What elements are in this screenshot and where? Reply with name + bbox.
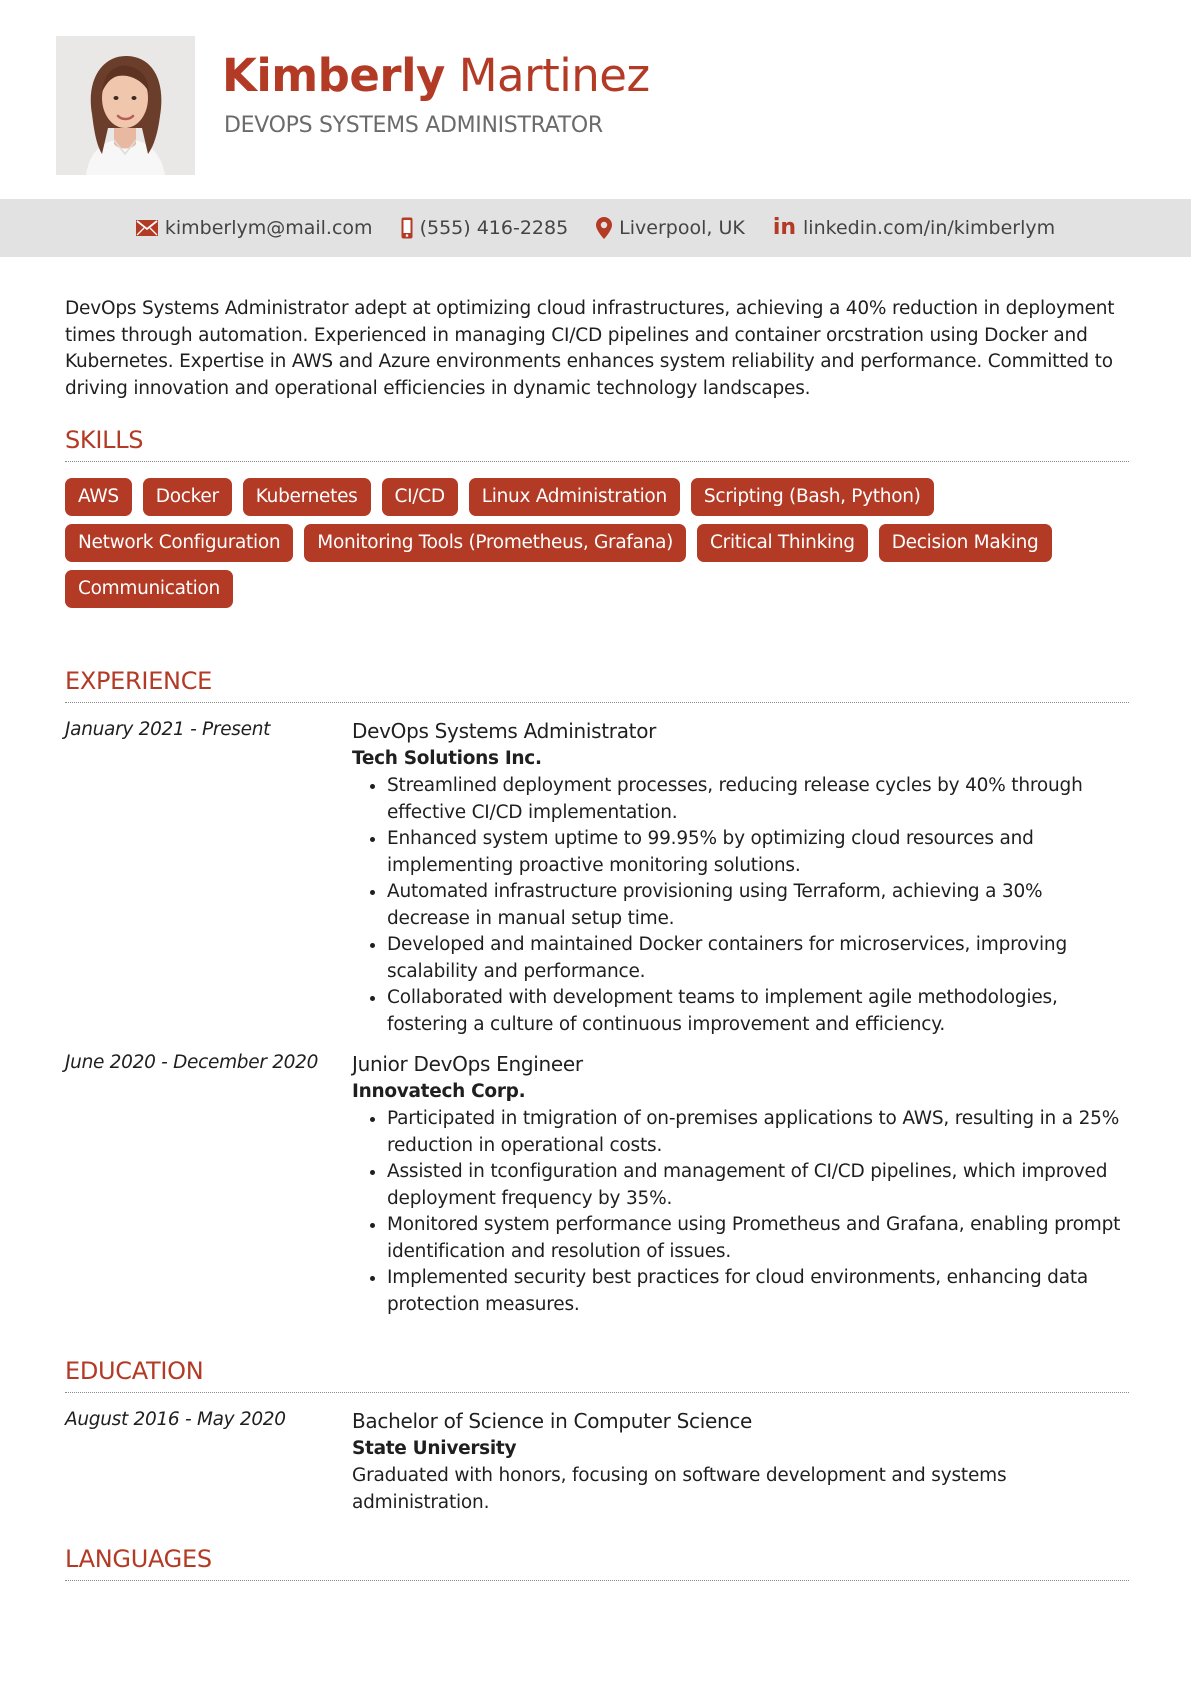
experience-role: DevOps Systems Administrator: [352, 719, 657, 743]
bullet-item: • Streamlined deployment processes, reducing release cycles by 40% through effective CI/CD implementation.: [387, 773, 1129, 826]
skill-tag: Linux Administration: [469, 478, 680, 516]
skill-tag: Critical Thinking: [697, 524, 868, 562]
experience-date: January 2021 - Present: [65, 719, 271, 740]
location-text: Liverpool, UK: [619, 217, 745, 239]
skill-tag: Kubernetes: [243, 478, 371, 516]
summary-section: [65, 296, 1129, 402]
phone-text: (555) 416-2285: [419, 217, 569, 239]
skill-tag: CI/CD: [382, 478, 458, 516]
resume-header: [0, 0, 1191, 200]
bullet-item: • Collaborated with development teams to implement agile methodologies, fostering a culture of continuous improvement and efficiency.: [387, 985, 1129, 1038]
experience-body: [352, 1050, 1129, 1318]
contact-linkedin[interactable]: [773, 217, 1055, 239]
bullet-item: • Automated infrastructure provisioning using Terraform, achieving a 30% decrease in manual setup time.: [387, 879, 1129, 932]
experience-body: [352, 717, 1129, 1038]
bullet-item: • Participated in tmigration of on-premises applications to AWS, resulting in a 25% reduction in operational costs.: [387, 1106, 1129, 1159]
skill-tag: AWS: [65, 478, 132, 516]
job-title: DEVOPS SYSTEMS ADMINISTRATOR: [224, 113, 603, 138]
experience-company: Tech Solutions Inc.: [352, 748, 542, 769]
languages-heading: LANGUAGES: [65, 1544, 1129, 1581]
experience-heading: EXPERIENCE: [65, 666, 1129, 703]
bullet-item: • Developed and maintained Docker containers for microservices, improving scalability and performance.: [387, 932, 1129, 985]
experience-role: Junior DevOps Engineer: [352, 1052, 583, 1076]
education-heading: EDUCATION: [65, 1356, 1129, 1393]
mobile-phone-icon: [401, 217, 413, 239]
map-pin-icon: [596, 217, 612, 239]
first-name: Kimberly: [222, 49, 445, 102]
professional-summary: DevOps Systems Administrator adept at optimizing cloud infrastructures, achieving a 40% reduction in deployment times through automation. Experienced in managing CI/CD pipelines and container orcstration using Docker and Kubernetes. Expertise in AWS and Azure environments enhances system reliability and performance. Committed to driving innovation and operational efficiencies in dynamic technology landscapes.: [65, 298, 1115, 399]
bullet-item: • Monitored system performance using Prometheus and Grafana, enabling prompt identification and resolution of issues.: [387, 1212, 1129, 1265]
skill-tag: Communication: [65, 570, 233, 608]
education-degree: Bachelor of Science in Computer Science: [352, 1409, 753, 1433]
skill-tag: Docker: [143, 478, 232, 516]
education-date: August 2016 - May 2020: [65, 1409, 286, 1430]
bullet-item: • Implemented security best practices for cloud environments, enhancing data protection measures.: [387, 1265, 1129, 1318]
linkedin-icon: in: [772, 215, 797, 240]
candidate-name: [222, 48, 650, 104]
last-name: Martinez: [458, 49, 650, 102]
contact-bar: [0, 199, 1191, 257]
linkedin-text: linkedin.com/in/kimberlym: [803, 217, 1056, 239]
skill-tag: Decision Making: [879, 524, 1052, 562]
contact-location: [596, 217, 745, 239]
profile-photo: [56, 36, 195, 175]
skill-tag: Monitoring Tools (Prometheus, Grafana): [304, 524, 686, 562]
email-text: kimberlym@mail.com: [164, 217, 373, 239]
contact-email[interactable]: [136, 217, 373, 239]
bullet-item: • Enhanced system uptime to 99.95% by optimizing cloud resources and implementing proactive monitoring solutions.: [387, 826, 1129, 879]
skill-tag: Network Configuration: [65, 524, 293, 562]
experience-bullets: [352, 773, 1129, 1038]
skills-heading: SKILLS: [65, 425, 1129, 462]
skill-tag: Scripting (Bash, Python): [691, 478, 934, 516]
skills-list: [65, 478, 1129, 608]
experience-date: June 2020 - December 2020: [65, 1052, 319, 1073]
bullet-item: • Assisted in tconfiguration and management of CI/CD pipelines, which improved deployment frequency by 35%.: [387, 1159, 1129, 1212]
portrait-image: [56, 36, 195, 175]
experience-bullets: [352, 1106, 1129, 1318]
education-body: [352, 1407, 1129, 1516]
education-school: State University: [352, 1438, 517, 1459]
education-description: Graduated with honors, focusing on software development and systems administration.: [352, 1465, 1007, 1513]
envelope-icon: [136, 220, 158, 236]
contact-phone[interactable]: [401, 217, 569, 239]
experience-company: Innovatech Corp.: [352, 1081, 526, 1102]
